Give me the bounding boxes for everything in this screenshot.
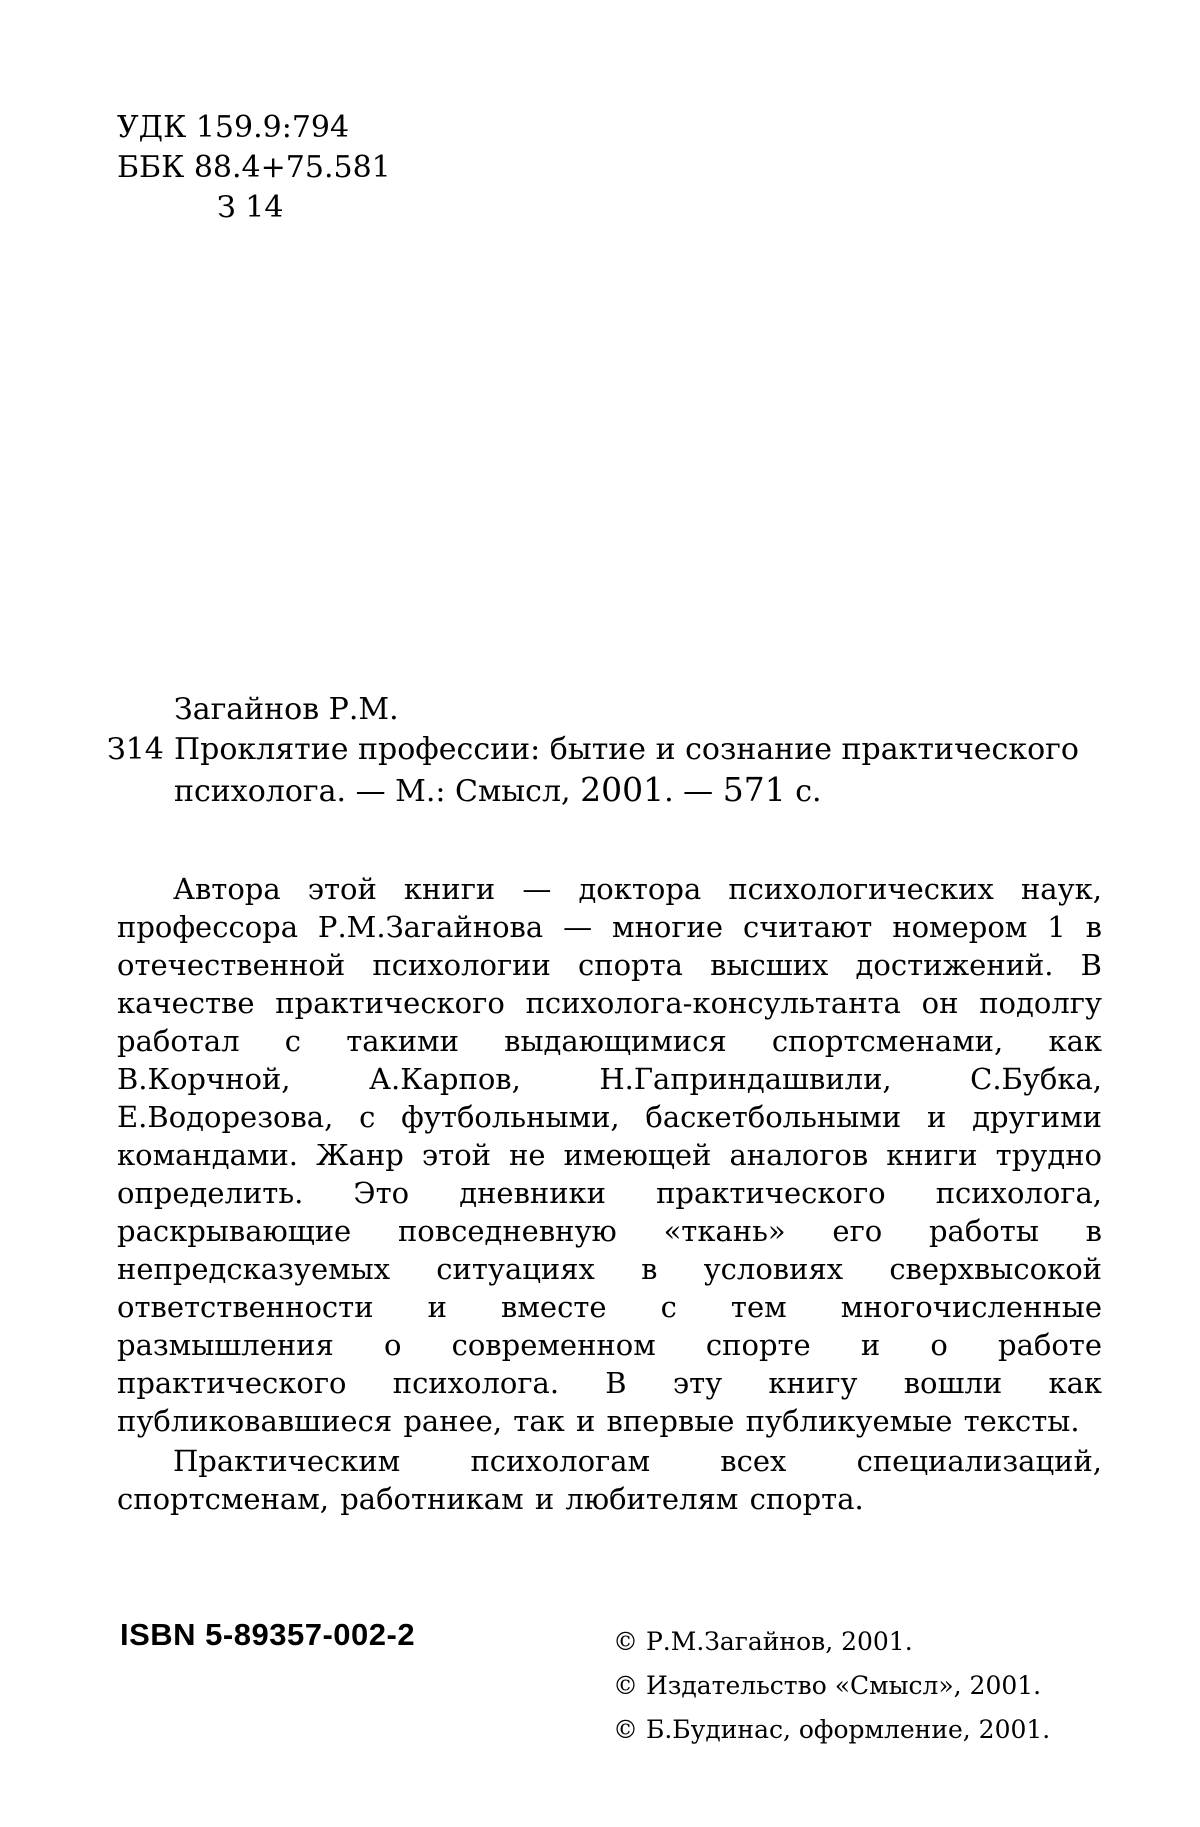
page-count: 571 (722, 770, 786, 809)
bibliographic-record (107, 690, 1107, 812)
udk-code: УДК 159.9:794 (117, 110, 350, 145)
book-author: Загайнов Р.М. (174, 692, 399, 727)
classification-block (117, 108, 391, 228)
title-text-2a: психолога. — М.: Смысл, (174, 774, 581, 809)
copyright-block (613, 1620, 1050, 1752)
author-mark-inline: З14 (107, 732, 164, 767)
author-mark: З 14 (217, 190, 284, 225)
annotation (117, 870, 1102, 1518)
book-title-line-2 (107, 770, 1107, 812)
copyright-publisher: © Издательство «Смысл», 2001. (613, 1671, 1042, 1700)
copyright-author: © Р.М.Загайнов, 2001. (613, 1627, 913, 1656)
title-text-1: Проклятие профессии: бытие и сознание практического (174, 732, 1079, 767)
title-text-2c: с. (785, 774, 822, 809)
copyright-design: © Б.Будинас, оформление, 2001. (613, 1715, 1051, 1744)
annotation-paragraph-1: Автора этой книги — доктора психологических наук, профессора Р.М.Загайнова — многие считают номером 1 в отечественной психологии спорта высших достижений. В качестве практического психолога-консультанта он подолгу работал с такими выдающимися спортсменами, как В.Корчной, А.Карпов, Н.Гаприндашвили, С.Бубка, Е.Водорезова, с футбольными, баскетбольными и другими командами. Жанр этой не имеющей аналогов книги трудно определить. Это дневники практического психолога, раскрывающие повседневную «ткань» его работы в непредсказуемых ситуациях в условиях сверхвысокой ответственности и вместе с тем многочисленные размышления о современном спорте и о работе практического психолога. В эту книгу вошли как публиковавшиеся ранее, так и впервые публикуемые тексты. (117, 872, 1102, 1438)
annotation-paragraph-2: Практическим психологам всех специализаций, спортсменам, работникам и любителям спорта. (117, 1444, 1102, 1516)
bbk-code: ББК 88.4+75.581 (117, 150, 391, 185)
isbn: ISBN 5-89357-002-2 (120, 1617, 416, 1652)
book-title-line-1 (107, 730, 1107, 770)
publication-year: 2001 (580, 770, 665, 809)
title-text-2b: . — (664, 774, 723, 809)
